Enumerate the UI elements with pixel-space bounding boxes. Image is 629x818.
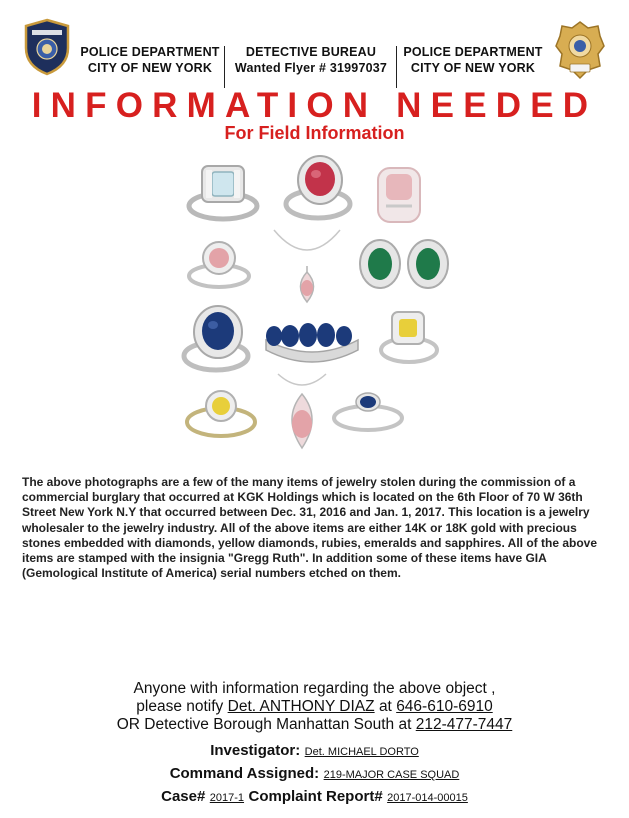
header-divider xyxy=(224,46,225,88)
detective-name: Det. ANTHONY DIAZ xyxy=(227,698,375,715)
pink-halo-ring-icon xyxy=(184,236,254,292)
jewelry-photos xyxy=(170,150,460,450)
complaint-label: Complaint Report# xyxy=(248,788,383,805)
case-label: Case# xyxy=(161,788,206,805)
command-value: 219-MAJOR CASE SQUAD xyxy=(323,769,460,781)
header-left xyxy=(76,44,224,76)
sapphire-small-ring-icon xyxy=(330,386,406,436)
yellow-ring-icon xyxy=(182,384,260,442)
command-row xyxy=(0,765,629,783)
investigator-label: Investigator: xyxy=(210,742,301,759)
investigator-value: Det. MICHAEL DORTO xyxy=(304,746,419,758)
investigator-row xyxy=(0,742,629,760)
header-center xyxy=(226,44,396,76)
sapphire-ring-icon xyxy=(178,302,254,376)
case-value: 2017-1 xyxy=(209,792,245,804)
header-center-line2: Wanted Flyer # 31997037 xyxy=(234,61,388,75)
pink-pendant-icon xyxy=(274,372,330,450)
complaint-value: 2017-014-00015 xyxy=(387,792,468,804)
contact-line-2 xyxy=(0,698,629,716)
at-text: at xyxy=(378,698,392,715)
detective-phone: 646-610-6910 xyxy=(396,698,493,715)
pink-ring-icon xyxy=(370,162,430,226)
page-subtitle: For Field Information xyxy=(224,123,405,143)
flyer-header xyxy=(0,14,629,82)
nypd-patch-icon xyxy=(22,18,72,76)
incident-description: The above photographs are a few of the many items of jewelry stolen during the commission of a commercial burglary that occurred at KGK Holdings which is located on the 6th Floor of 70 W 36th Street New York N.Y that occurred between Dec. 31, 2016 and Jan. 1, 2017. This location is a jewelry wholesaler to the jewelry industry. All of the above items are either 14K or 18K gold with precious stones embedded with diamonds, yellow diamonds, rubies, emeralds and sapphires. All of the above items are stamped with the insignia "Gregg Ruth". In addition some of these items have GIA (Gemological Institute of America) serial numbers etched on them. xyxy=(22,475,598,581)
command-label: Command Assigned: xyxy=(169,765,320,782)
header-center-line1: DETECTIVE BUREAU xyxy=(245,45,377,59)
pendant-icon xyxy=(270,226,344,306)
yellow-halo-ring-icon xyxy=(376,304,442,368)
header-right xyxy=(398,44,548,76)
contact-block xyxy=(0,680,629,734)
case-row xyxy=(0,788,629,806)
borough-text: OR Detective Borough Manhattan South at xyxy=(116,716,412,733)
page-title: INFORMATION NEEDED xyxy=(31,86,598,125)
notify-text: please notify xyxy=(136,698,224,715)
header-divider xyxy=(396,46,397,88)
nypd-badge-icon xyxy=(554,20,606,80)
contact-line-1: Anyone with information regarding the above object , xyxy=(133,680,496,697)
emerald-earrings-icon xyxy=(356,236,452,292)
sapphire-band-icon xyxy=(260,310,364,370)
header-right-line2: CITY OF NEW YORK xyxy=(410,61,536,75)
header-left-line2: CITY OF NEW YORK xyxy=(87,61,213,75)
contact-line-3 xyxy=(0,716,629,734)
ruby-ring-icon xyxy=(278,152,358,224)
header-left-line1: POLICE DEPARTMENT xyxy=(80,45,220,59)
header-right-line1: POLICE DEPARTMENT xyxy=(403,45,543,59)
ring-icon xyxy=(182,156,264,226)
borough-phone: 212-477-7447 xyxy=(415,716,513,733)
